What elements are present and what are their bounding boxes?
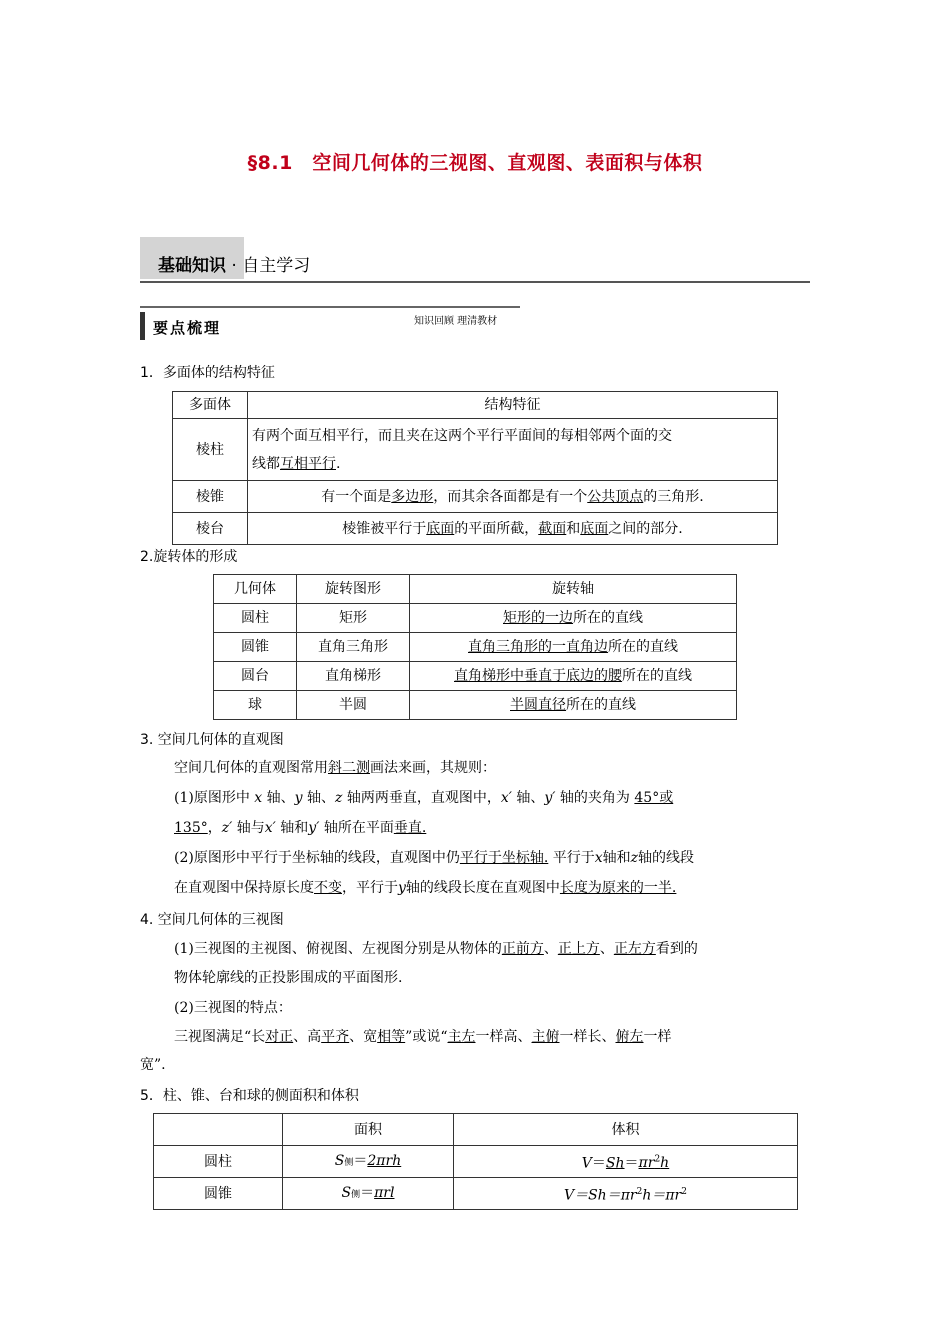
text: 、宽 — [349, 1029, 378, 1045]
table-header-cell: 多面体 — [173, 392, 248, 419]
table-cell: 棱锥 — [173, 481, 248, 513]
paragraph-line: (2)三视图的特点： — [174, 1000, 292, 1016]
paragraph-line: 宽”. — [140, 1057, 166, 1073]
table-cell — [410, 691, 737, 720]
underlined-answer: 直角梯形中垂直于底边的腰 — [454, 668, 622, 684]
math-var: y′ — [308, 820, 320, 836]
text: 所在的直线 — [573, 610, 643, 626]
underlined-answer: 正上方 — [557, 941, 600, 957]
text: 所在的直线 — [608, 639, 678, 655]
text: ＝ — [360, 1184, 375, 1201]
text: 轴、 — [302, 790, 336, 806]
text: 的三角形. — [643, 488, 704, 505]
table-row — [214, 604, 737, 633]
table-cell: 圆柱 — [214, 604, 297, 633]
table-row — [214, 662, 737, 691]
underlined-answer: 2πrh — [367, 1152, 402, 1169]
underlined-answer: 公共顶点 — [587, 488, 644, 505]
underlined-answer: 对正 — [265, 1029, 294, 1045]
table-cell — [410, 604, 737, 633]
text: 、高 — [293, 1029, 322, 1045]
text: 轴所在平面 — [319, 820, 394, 836]
underlined-answer: πrl — [374, 1184, 395, 1201]
table-cell — [248, 419, 778, 481]
underlined-answer: 截面 — [538, 520, 567, 537]
table-header-cell: 几何体 — [214, 575, 297, 604]
math-var: y — [294, 790, 303, 806]
table-cell — [410, 662, 737, 691]
text: 空间几何体的直观图常用 — [174, 760, 328, 776]
table-header-cell: 旋转轴 — [410, 575, 737, 604]
math-var: V — [581, 1155, 592, 1172]
text: 棱锥被平行于 — [342, 520, 427, 537]
underlined-answer: 垂直. — [393, 820, 427, 836]
text: 线都 — [252, 455, 280, 472]
text: 轴的夹角为 — [555, 790, 635, 806]
text: ，而其余各面都是有一个 — [433, 488, 588, 505]
math-var: h — [660, 1155, 670, 1172]
table-cell: 半圆 — [297, 691, 410, 720]
text: 轴、 — [262, 790, 295, 806]
underlined-answer: 45°或 — [634, 790, 674, 806]
table-cell: 矩形 — [297, 604, 410, 633]
text: 有一个面是 — [321, 488, 392, 505]
table-cell: 圆柱 — [154, 1146, 283, 1178]
underlined-answer: 多边形 — [391, 488, 434, 505]
text: 轴、 — [511, 790, 545, 806]
paragraph-line — [174, 879, 676, 897]
text: 一样 — [643, 1029, 672, 1045]
table-row — [173, 513, 778, 545]
table-cell: 直角梯形 — [297, 662, 410, 691]
paragraph-line — [174, 819, 426, 837]
table-cell — [248, 513, 778, 545]
math-text: V＝Sh＝πr — [563, 1187, 637, 1204]
heading-4: 4. 空间几何体的三视图 — [140, 912, 284, 928]
text: 轴两两垂直，直观图中， — [342, 790, 501, 806]
text: 轴和 — [602, 850, 631, 866]
math-var: z — [630, 850, 639, 866]
underlined-answer: 平齐 — [321, 1029, 350, 1045]
math-var: S — [334, 1152, 345, 1169]
table-row — [154, 1146, 798, 1178]
text: ”或说“ — [405, 1029, 448, 1045]
subscript: 侧 — [351, 1189, 361, 1200]
underlined-answer: 正前方 — [501, 941, 544, 957]
table-header-cell — [154, 1114, 283, 1146]
paragraph-line: 物体轮廓线的正投影围成的平面图形. — [174, 970, 403, 986]
superscript: 2 — [681, 1186, 687, 1197]
band-title-bold: 基础知识 — [158, 256, 226, 276]
math-var: x′ — [500, 790, 512, 806]
underlined-answer: 相等 — [377, 1029, 406, 1045]
band-title-dot: · — [226, 256, 243, 276]
underlined-answer: 半圆直径 — [510, 697, 566, 713]
table-cell: 圆锥 — [154, 1178, 283, 1210]
text: 的平面所截， — [454, 520, 539, 537]
text: 、 — [543, 941, 558, 957]
polyhedron-table — [172, 391, 778, 545]
text: 轴的线段长度在直观图中 — [405, 880, 560, 896]
text: 轴和 — [275, 820, 309, 836]
math-var: y′ — [544, 790, 556, 806]
paragraph-line — [174, 940, 698, 958]
table-cell — [283, 1178, 454, 1210]
math-var: y — [398, 880, 406, 896]
text: ＝ — [624, 1155, 639, 1172]
text: (2)原图形中平行于坐标轴的线段，直观图中仍 — [174, 850, 460, 866]
text: 、 — [599, 941, 614, 957]
table-header-cell: 体积 — [454, 1114, 798, 1146]
table-row — [173, 392, 778, 419]
text: ， — [207, 820, 222, 836]
table-cell: 直角三角形 — [297, 633, 410, 662]
cell-line — [252, 450, 773, 478]
text: 看到的 — [655, 941, 698, 957]
paragraph-line — [174, 849, 694, 867]
band-title-rest: 自主学习 — [242, 256, 311, 276]
text: ，平行于 — [342, 880, 398, 896]
cell-line: 有两个面互相平行，而且夹在这两个平行平面间的每相邻两个面的交 — [252, 427, 672, 444]
table-cell: 棱柱 — [173, 419, 248, 481]
table-row — [214, 691, 737, 720]
subsection-header — [140, 306, 520, 342]
text: . — [336, 455, 341, 472]
text: 之间的部分. — [608, 520, 683, 537]
underlined-answer: 矩形的一边 — [503, 610, 573, 626]
table-cell — [454, 1178, 798, 1210]
underlined-answer: 长度为原来的一半. — [559, 880, 677, 896]
table-row — [214, 575, 737, 604]
underlined-answer — [639, 1155, 670, 1171]
subscript: 侧 — [344, 1157, 354, 1168]
table-cell: 球 — [214, 691, 297, 720]
table-header-cell: 旋转图形 — [297, 575, 410, 604]
heading-5: 5．柱、锥、台和球的侧面积和体积 — [140, 1088, 359, 1104]
underlined-answer: 主左 — [447, 1029, 476, 1045]
table-header-cell: 面积 — [283, 1114, 454, 1146]
underlined-answer: 直角三角形的一直角边 — [468, 639, 608, 655]
table-header-cell: 结构特征 — [248, 392, 778, 419]
underlined-answer: 底面 — [426, 520, 455, 537]
subsection-note: 知识回顾 理清教材 — [414, 316, 498, 327]
paragraph-line — [174, 759, 496, 777]
text: 和 — [566, 520, 581, 537]
underlined-answer: 正左方 — [613, 941, 656, 957]
heading-1: 1．多面体的结构特征 — [140, 365, 275, 381]
heading-2: 2.旋转体的形成 — [140, 549, 238, 565]
underlined-answer: 主俯 — [531, 1029, 560, 1045]
table-cell: 圆台 — [214, 662, 297, 691]
math-var: x — [594, 850, 603, 866]
math-var: πr — [638, 1155, 655, 1172]
superscript: 2 — [654, 1154, 661, 1165]
text: 轴与 — [232, 820, 265, 836]
subsection-label: 要点梳理 — [153, 319, 222, 337]
table-cell — [248, 481, 778, 513]
table-cell — [454, 1146, 798, 1178]
underlined-answer: 平行于坐标轴. — [459, 850, 549, 866]
text: 平行于 — [548, 850, 595, 866]
paragraph-line — [174, 1028, 672, 1046]
section-band — [140, 237, 810, 283]
table-cell — [410, 633, 737, 662]
text: 所在的直线 — [622, 668, 692, 684]
underlined-answer: 互相平行 — [280, 455, 336, 472]
math-var: x — [254, 790, 263, 806]
math-var: z′ — [221, 820, 233, 836]
table-cell: 圆锥 — [214, 633, 297, 662]
underlined-answer: 135° — [174, 820, 208, 836]
table-row — [154, 1178, 798, 1210]
band-title — [158, 251, 310, 276]
underlined-answer: 不变 — [314, 880, 342, 896]
underlined-answer: 俯左 — [615, 1029, 644, 1045]
text: 在直观图中保持原长度 — [174, 880, 314, 896]
superscript: 2 — [636, 1186, 643, 1197]
table-row — [173, 419, 778, 481]
text: 画法来画，其规则： — [370, 760, 496, 776]
heading-3: 3. 空间几何体的直观图 — [140, 732, 284, 748]
text: (1)三视图的主视图、俯视图、左视图分别是从物体的 — [174, 941, 502, 957]
page-title: §8.1 空间几何体的三视图、直观图、表面积与体积 — [247, 152, 703, 174]
area-volume-table — [153, 1113, 798, 1210]
underlined-answer: Sh — [605, 1155, 625, 1172]
text: 所在的直线 — [566, 697, 636, 713]
math-text: h＝πr — [642, 1187, 682, 1204]
text: 一样高、 — [475, 1029, 532, 1045]
math-var: z — [335, 790, 343, 806]
text: 三视图满足“长 — [174, 1029, 266, 1045]
text: 轴的线段 — [638, 850, 695, 866]
math-var: x′ — [264, 820, 276, 836]
underlined-answer: 斜二测 — [328, 760, 370, 776]
text: ＝ — [353, 1152, 368, 1169]
text: 一样长、 — [559, 1029, 616, 1045]
text: ＝ — [591, 1155, 606, 1172]
table-cell: 棱台 — [173, 513, 248, 545]
text: (1)原图形中 — [174, 790, 255, 806]
subsection-bar — [140, 312, 145, 340]
rotation-table — [213, 574, 737, 720]
math-var: S — [341, 1184, 352, 1201]
table-row — [173, 481, 778, 513]
paragraph-line — [174, 789, 673, 807]
table-row — [214, 633, 737, 662]
table-cell — [283, 1146, 454, 1178]
underlined-answer: 底面 — [580, 520, 609, 537]
table-row — [154, 1114, 798, 1146]
